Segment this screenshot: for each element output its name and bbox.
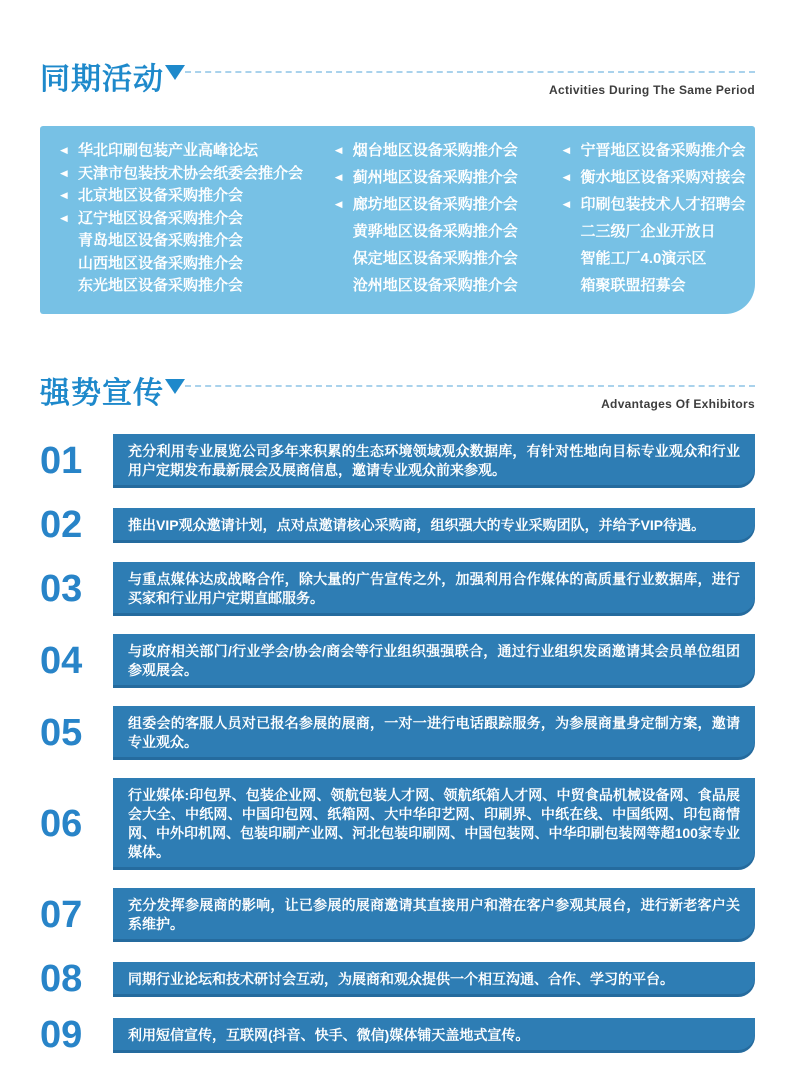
promo-row	[40, 888, 755, 942]
promo-number: 07	[40, 894, 83, 936]
promo-number: 08	[40, 958, 83, 1000]
activity-item	[60, 209, 335, 229]
activities-subtitle: Activities During The Same Period	[549, 83, 755, 97]
promo-row	[40, 706, 755, 760]
left-arrow-icon: ◀	[562, 199, 571, 210]
activity-item-label: 辽宁地区设备采购推介会	[78, 209, 244, 227]
promo-number: 06	[40, 803, 83, 845]
activity-item	[335, 222, 563, 242]
activity-item-label: 衡水地区设备采购对接会	[580, 169, 746, 186]
left-arrow-icon: ◀	[60, 145, 68, 156]
activity-item	[60, 141, 335, 161]
activity-item	[60, 231, 335, 251]
activity-item-label: 黄骅地区设备采购推介会	[352, 223, 518, 240]
promo-row	[40, 960, 755, 998]
promo-row	[40, 778, 755, 870]
promo-row	[40, 562, 755, 616]
activity-item	[60, 164, 335, 184]
activity-item-label: 天津市包装技术协会纸委会推介会	[78, 164, 304, 182]
promo-number: 09	[40, 1014, 83, 1056]
left-arrow-icon: ◀	[60, 168, 68, 178]
activity-item	[562, 168, 746, 188]
promo-row	[40, 1016, 755, 1054]
left-arrow-icon: ◀	[60, 190, 68, 201]
activity-item-label: 华北印刷包装产业高峰论坛	[78, 142, 259, 159]
activity-item-label: 智能工厂4.0演示区	[580, 250, 707, 267]
activity-item	[562, 195, 746, 215]
promo-text-bar: 行业媒体:印包界、包装企业网、领航包装人才网、领航纸箱人才网、中贸食品机械设备网、食品展会大全、中纸网、中国印包网、纸箱网、大中华印艺网、印刷界、中纸在线、中国纸网、印包商情网、中外印机网、包装印刷产业网、河北包装印刷网、中国包装网、中华印刷包装网等超100家专业媒体。	[113, 778, 755, 870]
activity-item-label: 山西地区设备采购推介会	[78, 254, 244, 272]
promo-row	[40, 634, 755, 688]
left-arrow-icon: ◀	[562, 172, 571, 183]
activity-item-label: 廊坊地区设备采购推介会	[352, 196, 518, 213]
promo-text-bar: 利用短信宣传，互联网(抖音、快手、微信)媒体铺天盖地式宣传。	[113, 1018, 755, 1053]
activity-item-label: 沧州地区设备采购推介会	[352, 277, 518, 294]
promo-text-bar: 与政府相关部门/行业学会/协会/商会等行业组织强强联合，通过行业组织发函邀请其会员单位组团参观展会。	[113, 634, 755, 688]
dashed-divider	[185, 71, 755, 73]
activity-item	[562, 276, 730, 296]
activity-item	[60, 186, 335, 206]
activity-item	[335, 195, 563, 215]
triangle-down-icon	[165, 379, 185, 394]
activity-item-label: 保定地区设备采购推介会	[352, 250, 518, 267]
left-arrow-icon: ◀	[60, 213, 68, 223]
triangle-down-icon	[165, 65, 185, 80]
promo-number: 04	[40, 640, 83, 682]
activity-item	[562, 222, 730, 242]
promo-number: 01	[40, 440, 83, 482]
promo-number: 02	[40, 504, 83, 546]
activity-item-label: 箱聚联盟招募会	[580, 277, 686, 294]
promo-text-bar: 组委会的客服人员对已报名参展的展商，一对一进行电话跟踪服务，为参展商量身定制方案，邀请专业观众。	[113, 706, 755, 760]
promotion-header-rule	[185, 376, 755, 411]
promo-row	[40, 506, 755, 544]
promo-text-bar: 与重点媒体达成战略合作，除大量的广告宣传之外，加强利用合作媒体的高质量行业数据库，进行买家和行业用户定期直邮服务。	[113, 562, 755, 616]
activities-section-header	[40, 62, 755, 98]
activity-item	[335, 168, 563, 188]
promo-row	[40, 434, 755, 488]
activities-box	[40, 126, 755, 314]
left-arrow-icon: ◀	[562, 145, 571, 156]
activity-item	[562, 249, 730, 269]
activity-item-label: 烟台地区设备采购推介会	[352, 142, 518, 159]
left-arrow-icon: ◀	[334, 199, 343, 210]
activity-item	[335, 141, 563, 161]
activity-item	[60, 254, 335, 274]
activities-column-1	[60, 141, 335, 296]
promotion-title: 强势宣传	[40, 377, 164, 410]
left-arrow-icon: ◀	[334, 145, 343, 156]
activity-item-label: 青岛地区设备采购推介会	[78, 232, 244, 249]
activity-item	[335, 249, 563, 269]
activity-item-label: 蓟州地区设备采购推介会	[352, 169, 518, 186]
promotion-list	[40, 434, 755, 1054]
activity-item-label: 东光地区设备采购推介会	[78, 277, 244, 294]
activity-item-label: 宁晋地区设备采购推介会	[580, 142, 746, 159]
activity-item	[60, 276, 335, 296]
promo-text-bar: 充分发挥参展商的影响，让已参展的展商邀请其直接用户和潜在客户参观其展台，进行新老客户关系维护。	[113, 888, 755, 942]
promo-text-bar: 推出VIP观众邀请计划，点对点邀请核心采购商，组织强大的专业采购团队，并给予VIP待遇。	[113, 508, 755, 543]
dashed-divider	[185, 385, 755, 387]
activity-item-label: 北京地区设备采购推介会	[78, 187, 244, 204]
activity-item	[335, 276, 563, 296]
promotion-subtitle: Advantages Of Exhibitors	[601, 397, 755, 411]
activities-column-2	[335, 141, 563, 296]
activity-item	[562, 141, 746, 161]
activities-title: 同期活动	[40, 63, 164, 96]
activities-column-3	[562, 141, 746, 296]
left-arrow-icon: ◀	[334, 172, 343, 183]
promo-text-bar: 充分利用专业展览公司多年来积累的生态环境领域观众数据库，有针对性地向目标专业观众和行业用户定期发布最新展会及展商信息，邀请专业观众前来参观。	[113, 434, 755, 488]
promo-number: 03	[40, 568, 83, 610]
promo-number: 05	[40, 712, 83, 754]
promotion-section-header	[40, 376, 755, 412]
activity-item-label: 二三级厂企业开放日	[580, 223, 716, 240]
promo-text-bar: 同期行业论坛和技术研讨会互动，为展商和观众提供一个相互沟通、合作、学习的平台。	[113, 962, 755, 997]
activity-item-label: 印刷包装技术人才招聘会	[580, 196, 746, 213]
activities-header-rule	[185, 62, 755, 97]
